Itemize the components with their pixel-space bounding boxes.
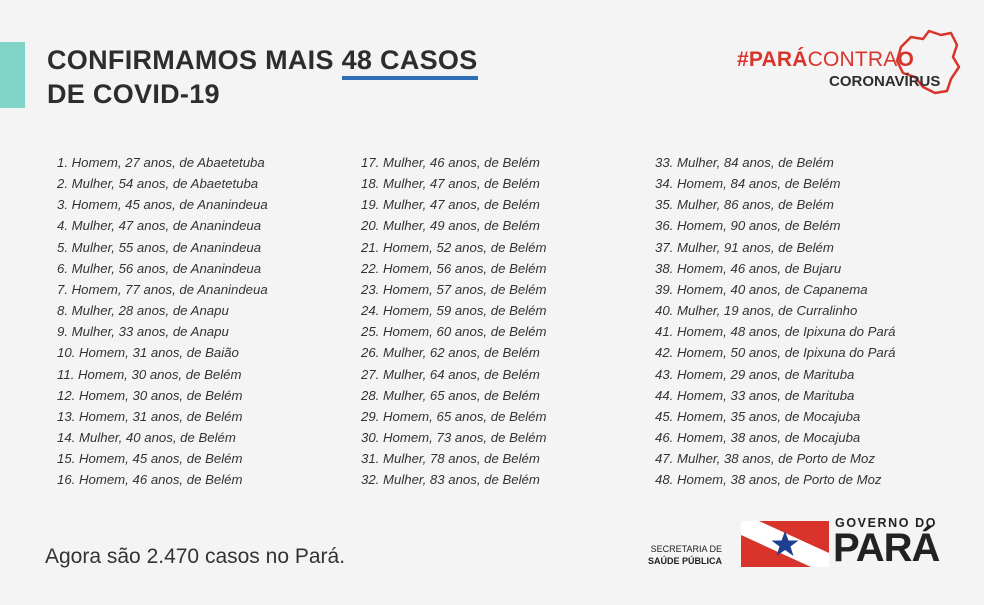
case-item: 23. Homem, 57 anos, de Belém (361, 281, 547, 297)
title-pre: CONFIRMAMOS MAIS (47, 45, 342, 75)
campaign-subtitle: CORONAVÍRUS (829, 73, 941, 90)
case-item: 5. Mulher, 55 anos, de Ananindeua (57, 239, 262, 255)
total-cases-text: Agora são 2.470 casos no Pará. (45, 545, 346, 568)
case-item: 1. Homem, 27 anos, de Abaetetuba (57, 155, 265, 170)
case-item: 15. Homem, 45 anos, de Belém (57, 451, 243, 467)
page-title (47, 43, 478, 111)
hashtag-contra: CONTRA (807, 48, 898, 71)
case-item: 44. Homem, 33 anos, de Marituba (655, 387, 855, 403)
case-item: 41. Homem, 48 anos, de Ipixuna do Pará (655, 324, 896, 340)
case-item: 40. Mulher, 19 anos, de Curralinho (655, 303, 858, 319)
case-item: 31. Mulher, 78 anos, de Belém (361, 451, 540, 467)
case-item: 26. Mulher, 62 anos, de Belém (361, 345, 540, 361)
case-item: 8. Mulher, 28 anos, de Anapu (57, 303, 229, 319)
case-item: 47. Mulher, 38 anos, de Porto de Moz (655, 451, 875, 467)
case-item: 11. Homem, 30 anos, de Belém (57, 366, 242, 382)
case-item: 17. Mulher, 46 anos, de Belém (361, 155, 540, 170)
case-item: 14. Mulher, 40 anos, de Belém (57, 430, 236, 446)
case-list-column-2 (361, 152, 546, 491)
case-item: 29. Homem, 65 anos, de Belém (361, 408, 547, 424)
case-item: 46. Homem, 38 anos, de Mocajuba (655, 430, 861, 446)
campaign-hashtag (737, 48, 914, 72)
hashtag-o: O (897, 48, 915, 71)
case-item: 30. Homem, 73 anos, de Belém (361, 430, 547, 446)
case-item: 24. Homem, 59 anos, de Belém (361, 303, 547, 319)
case-item: 16. Homem, 46 anos, de Belém (57, 472, 243, 488)
case-item: 3. Homem, 45 anos, de Ananindeua (57, 197, 268, 213)
case-item: 10. Homem, 31 anos, de Baião (57, 345, 239, 361)
government-name: PARÁ (833, 526, 940, 570)
government-label: GOVERNO DO (835, 516, 938, 530)
case-item: 13. Homem, 31 anos, de Belém (57, 408, 243, 424)
case-item: 27. Mulher, 64 anos, de Belém (361, 366, 540, 382)
case-item: 43. Homem, 29 anos, de Marituba (655, 366, 855, 382)
case-item: 22. Homem, 56 anos, de Belém (361, 260, 547, 276)
case-item: 2. Mulher, 54 anos, de Abaetetuba (57, 176, 259, 192)
case-item: 7. Homem, 77 anos, de Ananindeua (57, 281, 268, 297)
secretaria-line-1: SECRETARIA DE (650, 544, 723, 554)
case-item: 25. Homem, 60 anos, de Belém (361, 324, 547, 340)
case-item: 6. Mulher, 56 anos, de Ananindeua (57, 260, 262, 276)
title-line-2: DE COVID-19 (47, 79, 220, 109)
accent-bar (0, 42, 25, 108)
case-item: 32. Mulher, 83 anos, de Belém (361, 472, 540, 488)
case-item: 39. Homem, 40 anos, de Capanema (655, 281, 868, 297)
hashtag-para: #PARÁ (737, 48, 808, 71)
case-list-column-1 (57, 152, 268, 491)
case-item: 42. Homem, 50 anos, de Ipixuna do Pará (655, 345, 896, 361)
title-line-1 (47, 43, 478, 77)
case-item: 20. Mulher, 49 anos, de Belém (361, 218, 540, 234)
case-item: 19. Mulher, 47 anos, de Belém (361, 197, 540, 213)
case-item: 48. Homem, 38 anos, de Porto de Moz (655, 472, 882, 488)
title-highlight: 48 CASOS (342, 45, 478, 80)
case-item: 38. Homem, 46 anos, de Bujaru (655, 260, 842, 276)
case-item: 12. Homem, 30 anos, de Belém (57, 387, 243, 403)
case-item: 34. Homem, 84 anos, de Belém (655, 176, 841, 192)
case-item: 28. Mulher, 65 anos, de Belém (361, 387, 540, 403)
case-item: 9. Mulher, 33 anos, de Anapu (57, 324, 229, 340)
case-item: 36. Homem, 90 anos, de Belém (655, 218, 841, 234)
case-item: 45. Homem, 35 anos, de Mocajuba (655, 408, 861, 424)
case-item: 21. Homem, 52 anos, de Belém (361, 239, 547, 255)
para-flag-icon (741, 521, 829, 567)
case-item: 18. Mulher, 47 anos, de Belém (361, 176, 540, 192)
case-item: 37. Mulher, 91 anos, de Belém (655, 239, 834, 255)
case-item: 4. Mulher, 47 anos, de Ananindeua (57, 218, 262, 234)
secretaria-label (648, 543, 722, 567)
secretaria-line-2-text: SAÚDE PÚBLICA (648, 556, 723, 566)
case-item: 35. Mulher, 86 anos, de Belém (655, 197, 834, 213)
case-list-column-3 (655, 152, 895, 491)
secretaria-line-2 (648, 555, 722, 567)
case-item: 33. Mulher, 84 anos, de Belém (655, 155, 834, 170)
